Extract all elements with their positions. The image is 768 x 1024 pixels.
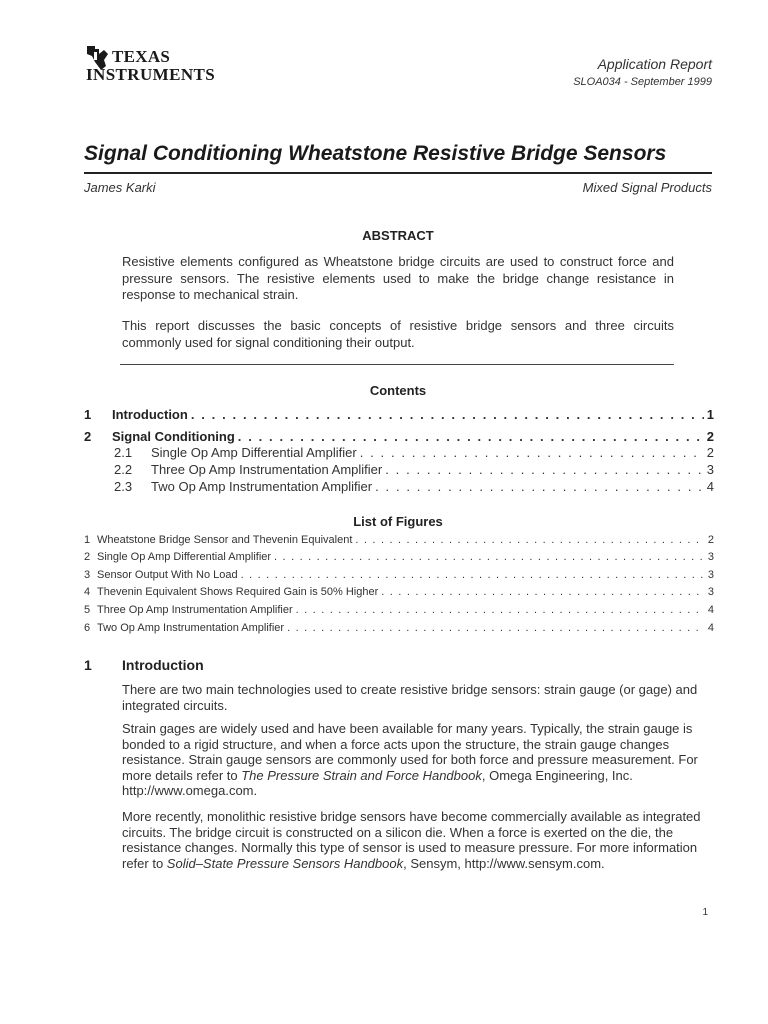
figure-page: 2 — [707, 534, 714, 546]
intro-paragraph-2-text: Strain gages are widely used and have been available for many years. Typically, the strain gauge is bonded to a rigid structure, and when a force acts upon the structure, the strain gauge changes resistance. Strain gauge sensors are commonly used for both force and pressure measurement. For more details refer to — [122, 721, 698, 783]
contents-heading: Contents — [369, 383, 427, 398]
figure-page: 4 — [707, 622, 714, 634]
toc-leader — [381, 586, 705, 598]
page-number: 1 — [702, 907, 708, 918]
toc-subentry-number: 2.3 — [114, 479, 133, 494]
abstract-paragraph-1: Resistive elements configured as Wheatstone bridge circuits are used to construct force and pressure sensors. The resistive elements used to make the bridge change resistance in response to mechanical strain. — [122, 254, 674, 302]
figure-page: 3 — [707, 551, 714, 563]
figure-number: 1 — [84, 534, 91, 546]
intro-paragraph-2 — [122, 721, 712, 799]
intro-paragraph-1: There are two main technologies used to create resistive bridge sensors: strain gauge (or gage) and integrated circuits. — [122, 682, 698, 713]
figure-number: 3 — [84, 569, 91, 581]
toc-subentry-page: 3 — [706, 462, 714, 477]
report-type: Application Report — [597, 56, 712, 72]
logo-line-1: TEXAS — [112, 47, 171, 66]
toc-leader — [385, 462, 704, 477]
toc-subentry-page: 2 — [706, 445, 714, 460]
toc-leader — [360, 445, 704, 460]
toc-leader — [238, 429, 704, 444]
figure-entry-3[interactable] — [84, 569, 714, 581]
figure-entry-4[interactable] — [84, 586, 714, 598]
company-logo — [84, 44, 224, 92]
toc-leader — [375, 479, 704, 494]
reference-title: Solid–State Pressure Sensors Handbook — [166, 855, 404, 871]
author: James Karki — [84, 180, 156, 195]
toc-entry-page: 1 — [706, 407, 714, 422]
toc-entry-signal-conditioning[interactable] — [84, 429, 714, 444]
toc-entry-number: 2 — [84, 429, 92, 444]
figure-entry-2[interactable] — [84, 551, 714, 563]
figure-number: 5 — [84, 604, 91, 616]
toc-subentry-number: 2.2 — [114, 462, 133, 477]
toc-leader — [191, 407, 704, 422]
figure-label: Wheatstone Bridge Sensor and Thevenin Equivalent — [97, 534, 353, 546]
title-rule — [84, 172, 712, 174]
toc-subentry-2-2[interactable] — [114, 462, 714, 477]
figure-label: Thevenin Equivalent Shows Required Gain is 50% Higher — [97, 586, 379, 598]
intro-paragraph-2-tail: , Omega Engineering, Inc. http://www.omega.com. — [122, 767, 633, 798]
abstract-paragraph-2: This report discusses the basic concepts of resistive bridge sensors and three circuits commonly used for signal conditioning their output. — [122, 318, 674, 350]
toc-leader — [274, 551, 705, 563]
toc-entry-page: 2 — [706, 429, 714, 444]
toc-entry-label: Introduction — [112, 407, 188, 422]
figure-number: 2 — [84, 551, 91, 563]
document-title: Signal Conditioning Wheatstone Resistive Bridge Sensors — [84, 142, 667, 165]
division: Mixed Signal Products — [582, 180, 712, 195]
figure-entry-6[interactable] — [84, 622, 714, 634]
figure-page: 3 — [707, 569, 714, 581]
toc-entry-introduction[interactable] — [84, 407, 714, 422]
toc-leader — [241, 569, 705, 581]
logo-line-2: INSTRUMENTS — [86, 65, 216, 84]
figure-label: Single Op Amp Differential Amplifier — [97, 551, 272, 563]
figures-heading: List of Figures — [353, 514, 443, 529]
figure-number: 6 — [84, 622, 91, 634]
figure-label: Two Op Amp Instrumentation Amplifier — [97, 622, 285, 634]
toc-entry-label: Signal Conditioning — [112, 429, 235, 444]
document-id: SLOA034 - September 1999 — [573, 76, 712, 88]
toc-leader — [287, 622, 705, 634]
figure-label: Three Op Amp Instrumentation Amplifier — [97, 604, 293, 616]
intro-paragraph-3-tail: , Sensym, http://www.sensym.com. — [403, 855, 605, 871]
figure-entry-5[interactable] — [84, 604, 714, 616]
figure-number: 4 — [84, 586, 91, 598]
toc-leader — [355, 534, 704, 546]
abstract-divider — [120, 364, 674, 365]
abstract-heading: ABSTRACT — [362, 228, 434, 243]
toc-subentry-2-1[interactable] — [114, 445, 714, 460]
toc-leader — [296, 604, 705, 616]
intro-paragraph-3-text: More recently, monolithic resistive bridge sensors have become commercially available as integrated circuits. The bridge circuit is constructed on a silicon die. When a force is exerted on the die, the resistance changes. Normally this type of sensor is used to measure pressure. For more information refer to — [122, 809, 701, 871]
toc-subentry-label: Two Op Amp Instrumentation Amplifier — [151, 479, 373, 494]
toc-entry-number: 1 — [84, 407, 92, 422]
figure-page: 4 — [707, 604, 714, 616]
figure-entry-1[interactable] — [84, 534, 714, 546]
toc-subentry-label: Three Op Amp Instrumentation Amplifier — [151, 462, 383, 477]
section-heading-introduction — [84, 657, 204, 673]
figure-label: Sensor Output With No Load — [97, 569, 238, 581]
toc-subentry-2-3[interactable] — [114, 479, 714, 494]
toc-subentry-number: 2.1 — [114, 445, 133, 460]
section-number: 1 — [84, 657, 92, 673]
reference-title: The Pressure Strain and Force Handbook — [241, 767, 482, 783]
section-title: Introduction — [122, 657, 204, 673]
figure-page: 3 — [707, 586, 714, 598]
toc-subentry-label: Single Op Amp Differential Amplifier — [151, 445, 357, 460]
intro-paragraph-3 — [122, 809, 712, 871]
toc-subentry-page: 4 — [706, 479, 714, 494]
